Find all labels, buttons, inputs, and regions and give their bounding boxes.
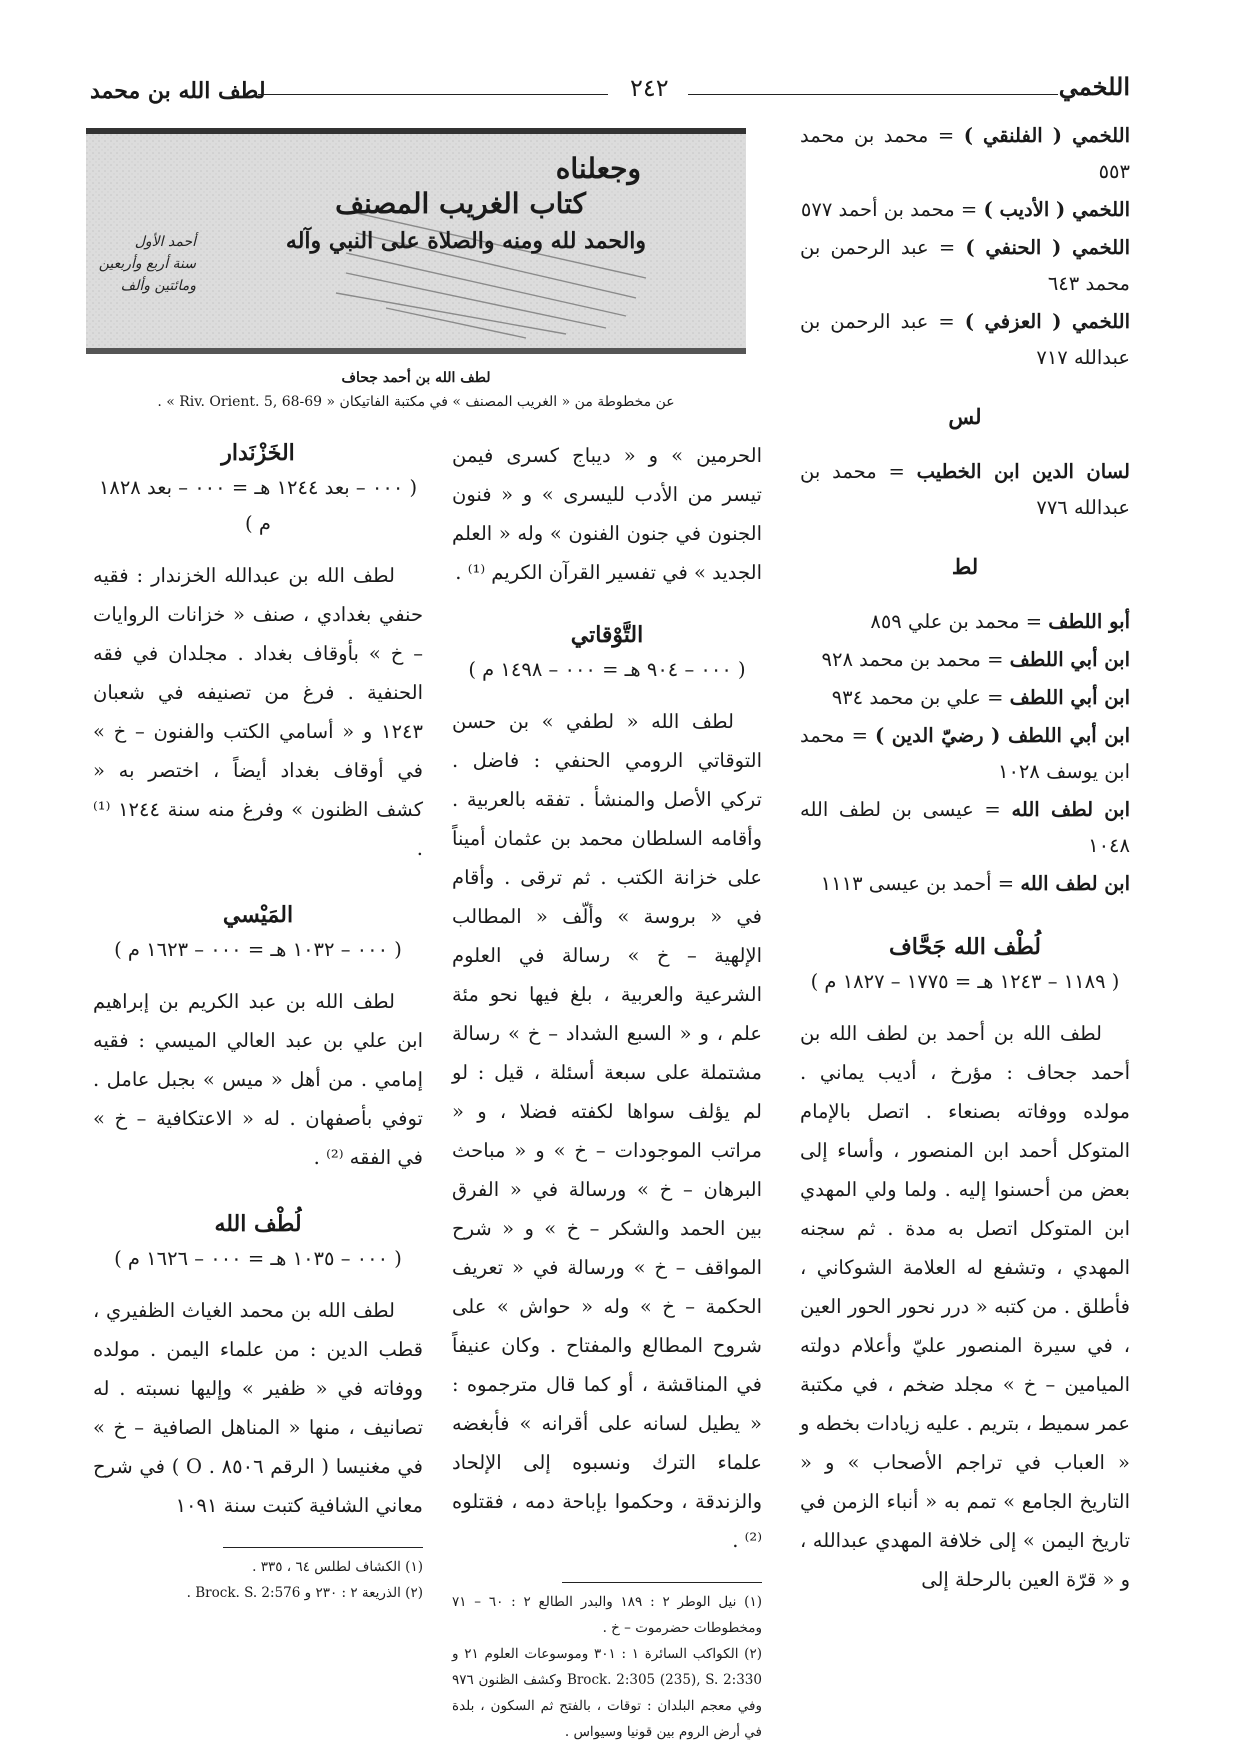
header-rule-right <box>688 94 1058 95</box>
column-right <box>800 118 1130 1599</box>
footnote-rule <box>562 1582 762 1583</box>
entry-dates-khaznadar: ( ٠٠٠ – بعد ١٢٤٤ هـ = ٠٠٠ – بعد ١٨٢٨ م ) <box>98 476 418 535</box>
manuscript-note1: أحمد الأول <box>134 234 196 250</box>
xref-item: أبو اللطف = محمد بن علي ٨٥٩ <box>870 610 1130 633</box>
xref-item: اللخمي ( الأديب ) = محمد بن أحمد ٥٧٧ <box>800 198 1130 221</box>
entry-title-jahhaf: لُطْف الله جَحَّاف <box>888 934 1042 960</box>
manuscript-line3: والحمد لله ومنه والصلاة على النبي وآله <box>285 228 646 254</box>
entry-dates-lutfallah: ( ٠٠٠ – ١٠٣٥ هـ = ٠٠٠ – ١٦٢٦ م ) <box>114 1247 402 1270</box>
footnote-rule <box>223 1547 423 1548</box>
xref-item: ابن لطف الله = عيسى بن لطف الله ١٠٤٨ <box>800 798 1130 857</box>
xref-item: ابن لطف الله = أحمد بن عيسى ١١١٣ <box>820 872 1130 895</box>
section-heading-las: لس <box>948 404 982 429</box>
caption-source: عن مخطوطة من « الغريب المصنف » في مكتبة الفاتيكان « Riv. Orient. 5, 68-69 » . <box>157 394 675 410</box>
caption-title: لطف الله بن أحمد جحاف <box>341 370 491 386</box>
figure-caption <box>86 366 746 414</box>
entry-text-tawqati: لطف الله « لطفي » بن حسن التوقاتي الرومي الحنفي : فاضل . تركي الأصل والمنشأ . تفقه بالعربية . وأقامه السلطان محمد بن عثمان أميناً على خزانة الكتب . ثم ترقى . وأقام في « بروسة » وألّف « المطالب الإلهية – خ » رسالة في العلوم الشرعية والعربية ، بلغ فيها نحو مئة علم ، و « السبع الشداد – خ » رسالة مشتملة على سبعة أسئلة ، قيل : لو لم يؤلف سواها لكفته فضلا ، و « مراتب الموجودات – خ » و « مباحث البرهان – خ » ورسالة في « الفرق بين الحمد والشكر – خ » و « شرح المواقف – خ » ورسالة في « تعريف الحكمة – خ » وله « حواش » على شروح المطالع والمفتاح . وكان عنيفاً في المناقشة ، أو كما قال مترجموه : « يطيل لسانه على أقرانه » فأبغضه علماء الترك ونسبوه إلى الإلحاد والزندقة ، وحكموا بإباحة دمه ، فقتلوه ⁽²⁾ . <box>452 710 762 1552</box>
manuscript-line1: وجعلناه <box>555 152 641 185</box>
entry-text-maysi: لطف الله بن عبد الكريم بن إبراهيم ابن علي بن عبد العالي الميسي : فقيه إمامي . من أهل « ميس » بجبل عامل . توفي بأصفهان . له « الاعتكافية – خ » في الفقه ⁽²⁾ . <box>93 990 423 1169</box>
running-head-left: لطف الله بن محمد <box>90 78 266 104</box>
entry-text-jahhaf: لطف الله بن أحمد بن لطف الله بن أحمد جحاف : مؤرخ ، أديب يماني . مولده ووفاته بصنعاء . اتصل بالإمام المتوكل أحمد ابن المنصور ، وأساء إلى بعض من أحسنوا إليه . ولما ولي المهدي ابن المتوكل اتصل به مدة . ثم سجنه المهدي ، وتشفع له العلامة الشوكاني ، فأطلق . من كتبه « درر نحور الحور العين ، في سيرة المنصور عليّ وأعلام دولته الميامين – خ » مجلد ضخم ، في مكتبة عمر سميط ، بتريم . عليه زيادات بخطه و « العباب في تراجم الأصحاب » و « التاريخ الجامع » تمم به « أنباء الزمن في تاريخ اليمن » إلى خلافة المهدي عبدالله ، و « قرّة العين بالرحلة إلى <box>800 1022 1130 1591</box>
page-header <box>90 72 1130 112</box>
entry-dates-jahhaf: ( ١١٨٩ – ١٢٤٣ هـ = ١٧٧٥ – ١٨٢٧ م ) <box>810 970 1120 993</box>
header-rule-left <box>258 94 608 95</box>
entry-text-lutfallah: لطف الله بن محمد الغياث الظفيري ، قطب الدين : من علماء اليمن . مولده ووفاته في « ظفير » وإليها نسبته . له تصانيف ، منها « المناهل الصافية – خ » في مغنيسا ( الرقم ٨٥٠٦ . O ) في شرح معاني الشافية كتبت سنة ١٠٩١ <box>93 1299 423 1517</box>
entry-text-khaznadar: لطف الله بن عبدالله الخزندار : فقيه حنفي بغدادي ، صنف « خزانات الروايات – خ » بأوقاف بغداد . مجلدان في فقه الحنفية . فرغ من تصنيفه في شعبان ١٢٤٣ و « أسامي الكتب والفنون – خ » في أوقاف بغداد أيضاً ، اختصر به « كشف الظنون » وفرغ منه سنة ١٢٤٤ ⁽¹⁾ . <box>93 564 423 860</box>
xref-item: اللخمي ( العزفي ) = عبد الرحمن بن عبدالله ٧١٧ <box>800 310 1130 369</box>
entry-dates-tawqati: ( ٠٠٠ – ٩٠٤ هـ = ٠٠٠ – ١٤٩٨ م ) <box>468 658 746 681</box>
xref-item: ابن أبي اللطف = علي بن محمد ٩٣٤ <box>831 686 1130 709</box>
xref-item: ابن أبي اللطف = محمد بن محمد ٩٢٨ <box>821 648 1130 671</box>
entry-title-khaznadar: الخَزْنَدار <box>221 440 295 466</box>
column-left <box>93 436 423 1606</box>
manuscript-note2: سنة أربع وأربعين <box>98 256 196 272</box>
xref-item: اللخمي ( الفلنقي ) = محمد بن محمد ٥٥٣ <box>800 124 1130 183</box>
continued-text: الحرمين » و « ديباج كسرى فيمن تيسر من الأدب لليسرى » و « فنون الجنون في جنون الفنون » وله « العلم الجديد » في تفسير القرآن الكريم ⁽¹⁾ . <box>452 444 762 584</box>
manuscript-figure <box>86 128 746 354</box>
manuscript-line2: كتاب الغريب المصنف <box>335 187 586 220</box>
manuscript-image <box>86 128 746 354</box>
page-number: ٢٤٢ <box>630 74 669 102</box>
xref-item: ابن أبي اللطف ( رضيّ الدين ) = محمد ابن يوسف ١٠٢٨ <box>800 724 1130 783</box>
section-heading-lat: لط <box>951 554 979 579</box>
entry-title-maysi: المَيْسي <box>222 902 294 928</box>
entry-title-tawqati: التَّوْقاتي <box>570 622 644 648</box>
footnote: (١) الكشاف لطلس ٦٤ ، ٣٣٥ . <box>252 1559 423 1575</box>
xref-item: اللخمي ( الحنفي ) = عبد الرحمن بن محمد ٦٤٣ <box>800 236 1130 295</box>
footnote: (١) نيل الوطر ٢ : ١٨٩ والبدر الطالع ٢ : ٦٠ – ٧١ ومخطوطات حضرموت – خ . <box>452 1594 762 1636</box>
footnote: (٢) الكواكب السائرة ١ : ٣٠١ وموسوعات العلوم ٢١ و Brock. 2:305 (235), S. 2:330 وكشف الظنون ٩٧٦ وفي معجم البلدان : توقات ، بالفتح ثم السكون ، بلدة في أرض الروم بين قونيا وسيواس . <box>452 1646 762 1740</box>
manuscript-note3: ومائتين وألف <box>120 278 196 294</box>
running-head-right: اللخمي <box>1058 72 1130 101</box>
entry-dates-maysi: ( ٠٠٠ – ١٠٣٢ هـ = ٠٠٠ – ١٦٢٣ م ) <box>114 938 402 961</box>
entry-title-lutfallah: لُطْف الله <box>214 1211 302 1237</box>
footnote: (٢) الذريعة ٢ : ٢٣٠ و Brock. S. 2:576 . <box>186 1585 423 1601</box>
xref-item: لسان الدين ابن الخطيب = محمد بن عبدالله ٧٧٦ <box>800 460 1130 519</box>
column-middle <box>452 436 762 1745</box>
